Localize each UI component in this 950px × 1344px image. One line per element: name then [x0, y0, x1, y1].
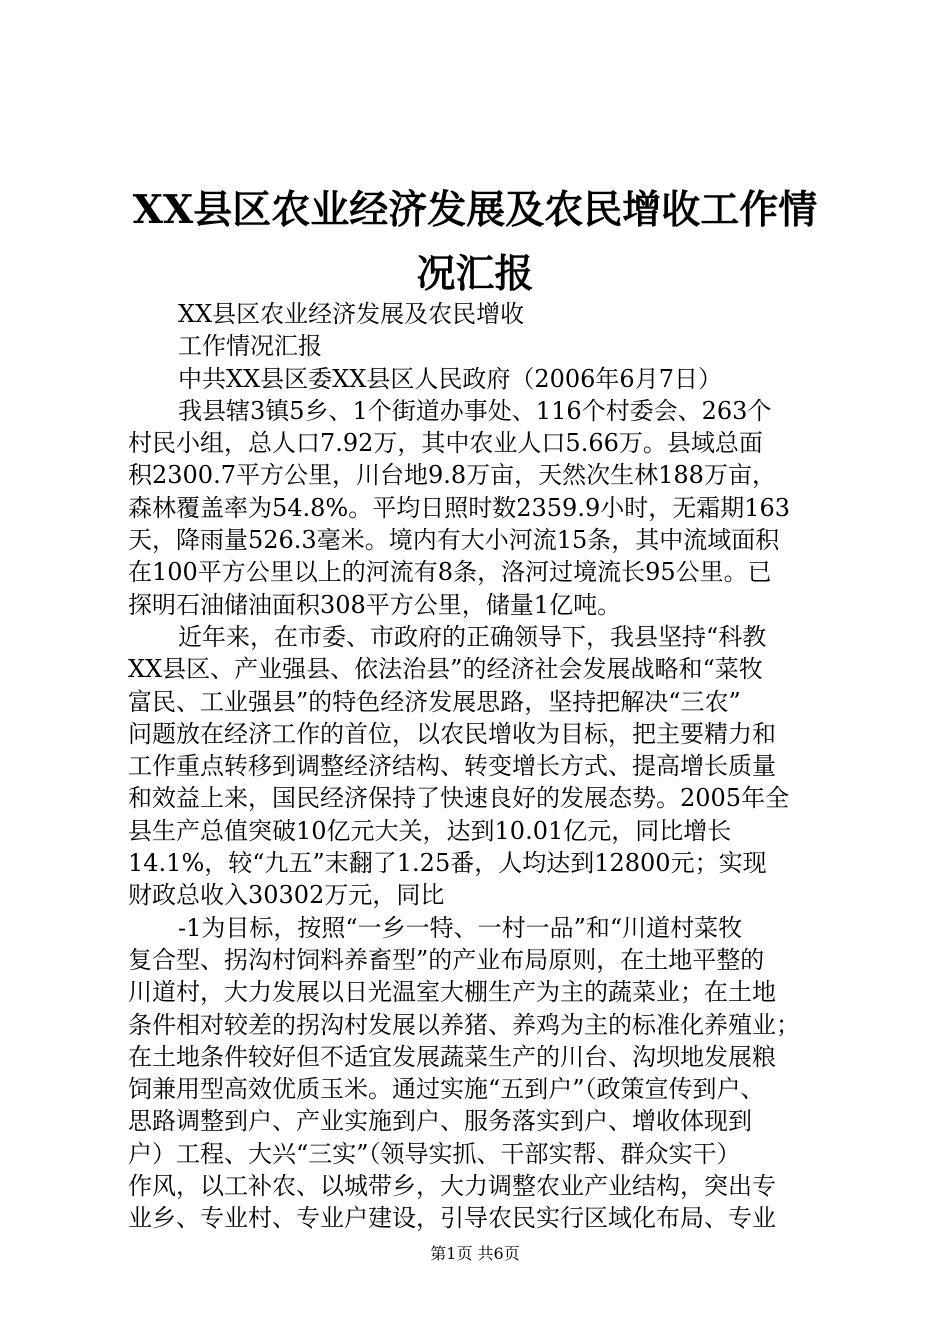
paragraph-line: 在100平方公里以上的河流有8条，洛河过境流长95公里。已	[128, 558, 772, 587]
document-title: XX县区农业经济发展及农民增收工作情况汇报	[132, 187, 818, 297]
paragraph-line: 思路调整到户、产业实施到户、服务落实到户、增收体现到	[128, 1107, 752, 1136]
paragraph-line: 户）工程、大兴“三实”（领导实抓、干部实帮、群众实干）	[128, 1139, 741, 1168]
paragraph-line: 富民、工业强县”的特色经济发展思路，坚持把解决“三农”	[128, 687, 741, 716]
paragraph-line: 和效益上来，国民经济保持了快速良好的发展态势。2005年全	[128, 784, 790, 813]
document-body	[128, 298, 830, 1235]
paragraph-line: 条件相对较差的拐沟村发展以养猪、养鸡为主的标准化养殖业；	[128, 1010, 800, 1039]
page-footer: 第1页 共6页	[430, 1244, 520, 1263]
heading-line: 中共XX县区委XX县区人民政府（2006年6月7日）	[178, 364, 722, 393]
paragraph-line: 饲兼用型高效优质玉米。通过实施“五到户”（政策宣传到户、	[128, 1075, 765, 1104]
paragraph-line: 工作重点转移到调整经济结构、转变增长方式、提高增长质量	[128, 752, 776, 781]
paragraph-line: 探明石油储油面积308平方公里，储量1亿吨。	[128, 590, 622, 619]
paragraph-line: 问题放在经济工作的首位，以农民增收为目标，把主要精力和	[128, 719, 776, 748]
paragraph-line: 积2300.7平方公里，川台地9.8万亩，天然次生林188万亩，	[128, 461, 776, 490]
paragraph-line: 森林覆盖率为54.8%。平均日照时数2359.9小时，无霜期163	[128, 493, 791, 522]
paragraph-line: 川道村，大力发展以日光温室大棚生产为主的蔬菜业；在土地	[128, 978, 776, 1007]
paragraph-line: 县生产总值突破10亿元大关，达到10.01亿元，同比增长	[128, 816, 732, 845]
paragraph-line: 14.1%，较“九五”末翻了1.25番，人均达到12800元；实现	[128, 849, 767, 878]
paragraph-line: 在土地条件较好但不适宜发展蔬菜生产的川台、沟坝地发展粮	[128, 1042, 776, 1071]
paragraph-line: 复合型、拐沟村饲料养畜型”的产业布局原则，在土地平整的	[128, 945, 765, 974]
heading-line: 工作情况汇报	[178, 332, 322, 361]
paragraph-line: 作风，以工补农、以城带乡，大力调整农业产业结构，突出专	[128, 1172, 776, 1201]
paragraph-line: 财政总收入30302万元，同比	[128, 881, 445, 910]
paragraph-line: -1为目标，按照“一乡一特、一村一品”和“川道村菜牧	[178, 913, 743, 942]
paragraph-line: 近年来，在市委、市政府的正确领导下，我县坚持“科教	[178, 622, 767, 651]
paragraph-line: XX县区、产业强县、依法治县”的经济社会发展战略和“菜牧	[128, 655, 763, 684]
paragraph-line: 村民小组，总人口7.92万，其中农业人口5.66万。县域总面	[128, 429, 763, 458]
paragraph-line: 我县辖3镇5乡、1个街道办事处、116个村委会、263个	[178, 396, 772, 425]
heading-line: XX县区农业经济发展及农民增收	[178, 300, 525, 328]
paragraph-line: 业乡、专业村、专业户建设，引导农民实行区域化布局、专业	[128, 1204, 776, 1233]
paragraph-line: 天，降雨量526.3毫米。境内有大小河流15条，其中流域面积	[128, 526, 780, 555]
